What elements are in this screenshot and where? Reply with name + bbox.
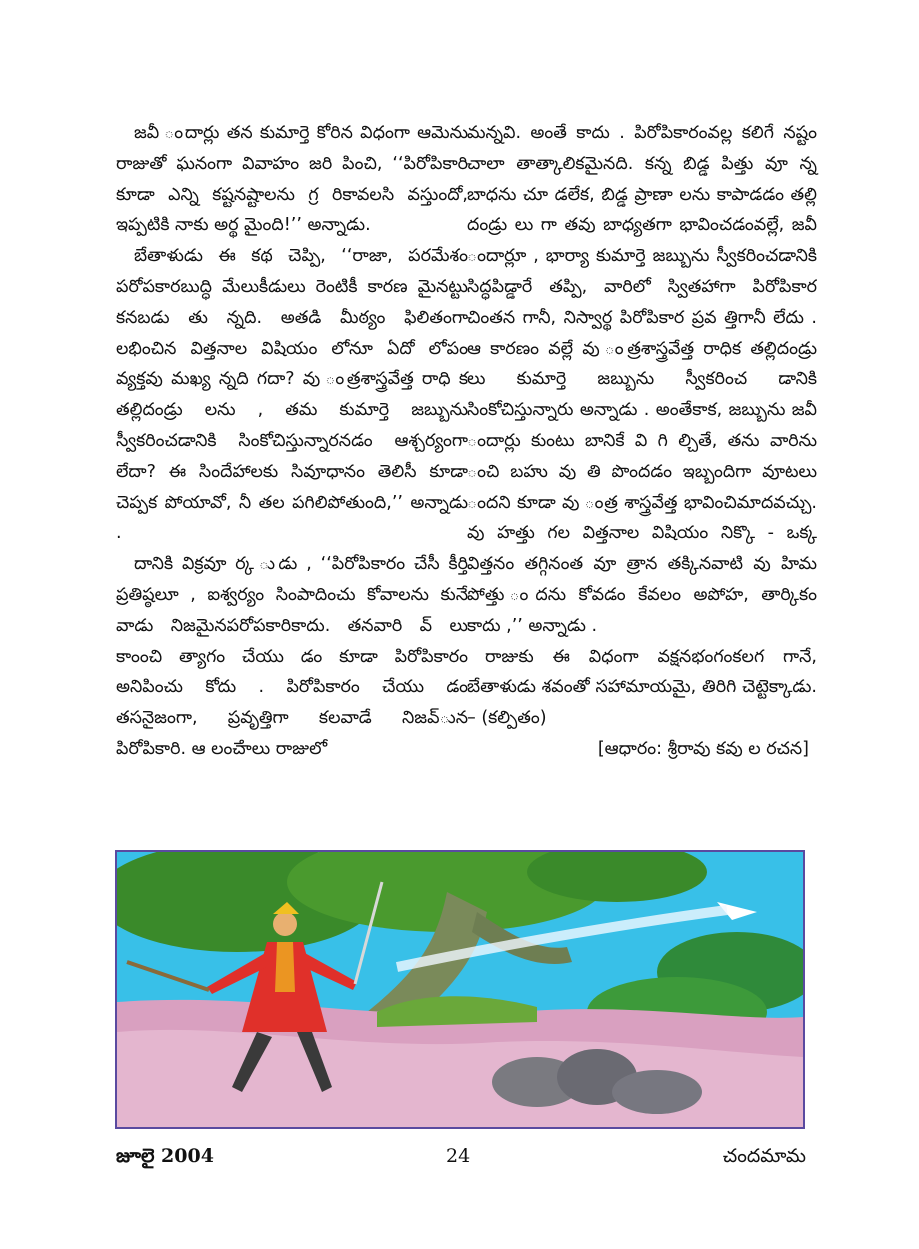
- left-column: [116, 118, 468, 765]
- paragraph: జవీ ందార్లు తన కుమార్తె కోరిన విధంగా ఆమెను రాజుతో ఘనంగా వివాహం జరి పించి, ‘‘పిరోపికారి కూడా ఎన్ని కష్టనష్టాలను గ్ర రికావలసి వస్తుందో, ఇప్పటికి నాకు అర్థ మైంది!’’ అన్నాడు.: [116, 123, 468, 236]
- story-illustration: [115, 850, 805, 1129]
- source-credit: [ఆధారం: శ్రీరావు కవు ల రచన]: [597, 738, 809, 759]
- paragraph: రాజుకు ఈ విధంగా వక్షనభంగంకలగ గానే, బేతాళుడు శవంతో సహామాయమై, తిరిగి చెట్టెక్కాడు. – (కల్పితం): [467, 646, 817, 729]
- page-footer: [116, 1145, 806, 1175]
- paragraph: దానికి విక్రవూ ర్క ుడు , ‘‘పిరోపికారం చేసీ కీర్తి ప్రతిష్ఠలూ , ఐశ్వర్యం సింపాదించు కోవాలను కునే వాడు నిజమైనపరోపకారికాదు. తనవారి వ్ లు కాంంచి త్యాగం చేయు డం కూడా పిరోపికారం అనిపించు కోదు . పిరోపికారం చేయు డం తసనైజంగా, ప్రవృత్తిగా కలవాడే నిజవ్ున పిరోపికారి. ఆ లంౘాలు రాజులో: [116, 554, 468, 759]
- rock: [612, 1070, 702, 1114]
- illustration-scene: [117, 852, 803, 1127]
- paragraph: మన్నవి. అంతే కాదు . పిరోపికారంవల్ల కలిగే నష్టం చాలా తాత్కాలికమైనది. కన్న బిడ్డ పిత్తు వూ న్న బాధను చూ డలేక, బిడ్డ ప్రాణా లను కాపాడడం తల్లి దండ్రు లు గా తవు బాధ్యతగా భావించడంవల్లే, జవీ ందార్లూ , భార్యా కుమార్తె జబ్బును స్వీకరించడానికి సిద్ధపిడ్డారే తప్పి, వారిలో స్వితహాగా పిరోపికార చింతన గానీ, నిస్వార్థ పిరోపికార ప్రవ త్తిగానీ లేదు . ఆ కారణం వల్లే వు ంత్రశాస్త్రవేత్త రాధిక తల్లిదండ్రు లు కుమార్తె జబ్బును స్వీకరించ డానికి సింకోచిస్తున్నారు అన్నాడు . అంతేకాక, జబ్బును జవీ ందార్లు కుంటు బానికే వి గి ల్చితే, తను వారిను ంచి బహు వు తి పొందడం ఇబ్బందిగా వూటలు ందని కూడా వు ంత్ర శాస్త్రవేత్త భావించిమాదవచ్చు. వు హత్తు గల విత్తనాల విషియం నిక్కొ - ఒక్క విత్తనం తగ్గినంత వూ త్రాన తక్కినవాటి వు హిమ పోత్తు ందను కోవడం కేవలం అపోహ, తార్కికం కాదు ,’’ అన్నాడు .: [467, 123, 817, 636]
- issue-date: జూలై 2004: [116, 1145, 214, 1167]
- magazine-name: చందమామ: [722, 1145, 806, 1167]
- paragraph: బేతాళుడు ఈ కథ చెప్పి, ‘‘రాజా, పరమేశం పరోపకారబుద్ధి మేలుకీడులు రెంటికీ కారణ మైనట్టు కనబడు తు న్నది. అతడి మీఠ్యం ఫిలితంగా లభించిన విత్తనాల విషియం లోనూ ఏదో లోపం వ్యక్తవు మఖ్య న్నది గదా? వు ంత్రశాస్త్రవేత్త రాధి క తల్లిదండ్రు లను , తమ కుమార్తె జబ్బును స్వీకరించడానికి సింకోచిస్తున్నారనడం ఆశ్చర్యంగా లేదా? ఈ సిందేహాలకు సివూధానం తెలిసీ కూడా చెప్పక పోయావో, నీ తల పగిలిపోతుంది,’’ అన్నాడు .: [116, 246, 468, 544]
- right-column: [467, 118, 817, 765]
- page-number: 24: [446, 1145, 471, 1167]
